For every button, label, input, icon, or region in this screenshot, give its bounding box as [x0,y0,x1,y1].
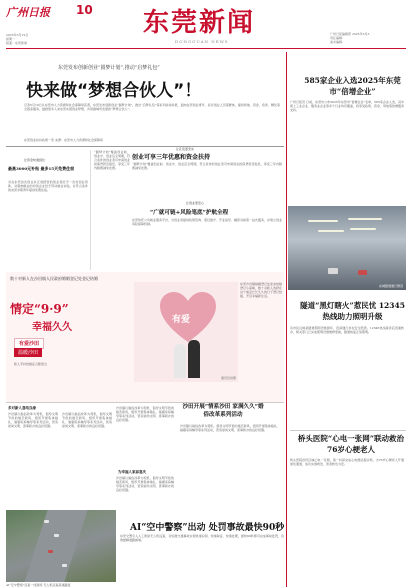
lower-body-2: 沙田镇以婚俗改革为契机，倡导文明节俭的婚恋新风，组织开展集体婚礼、婚姻家庭辅导等系列活动，营造崇尚文明、喜事新办的良好氛围。 [62,412,112,429]
person-groom [188,340,200,378]
car [44,520,49,523]
editor-credits [330,32,369,45]
column-rule [286,52,287,587]
section-title-en: DONGGUAN NEWS [175,39,229,44]
brand-logo: 广州日报 [6,6,50,19]
tunnel-caption: 东城隧道通行情况 [378,284,403,288]
lower-body-1: 沙田镇以婚俗改革为契机，倡导文明节俭的婚恋新风，组织开展集体婚礼、婚姻家庭辅导等系列活动，营造崇尚文明、喜事新办的良好氛围。 [8,412,58,429]
lower-subhead: 为幸福人家添喜庆 [118,470,146,474]
lower-body-3: 沙田镇以婚俗改革为契机，倡导文明节俭的婚恋新风，组织开展集体婚礼、婚姻家庭辅导等系列活动，营造崇尚文明、喜事新办的良好氛围。 [116,406,174,423]
promo-note: 数十对新人在沙田镇人民政府婚姻登记处登记结婚 [10,276,98,281]
editor-line: 责任编辑： [330,36,346,41]
car [328,268,338,274]
col1-headline[interactable]: 最高3000元补贴 最多15天免费住宿 [8,166,75,171]
right-body-2: 有市民反映某隧道照明设施损坏，夜间通行存在安全隐患。12345热线接诉后迅速转办，相关部门已完成照明设施维修更换，隧道恢复正常照明。 [290,326,404,335]
promo-subheadline: 幸福久久 [32,322,72,333]
car [54,534,59,537]
tunnel-lamp [318,230,344,232]
ai-body: 东莞交警引入人工智能无人机巡查，对轻微交通事故实现快速识别、快速取证、快速处理，最快90秒即可完成事故处罚，有效缓解道路拥堵。 [120,534,284,543]
mid-headline[interactable]: 创业可享三年优惠和资金扶持 [132,154,211,161]
divider [290,430,406,431]
dateline-section: 版面：东莞新闻 [6,41,28,45]
promo-tag-2: 温暖沙田 [14,348,42,357]
promo-tag: 有爱沙田 [14,338,44,349]
section-title: 东莞新闻 [143,8,256,38]
lead-headline[interactable]: 快来做“梦想合伙人”！ [26,81,202,101]
mid-pretitle-2: 让创业更安心 [186,201,205,205]
person-bride [174,344,186,378]
road-surface [24,510,87,582]
lower-body-5: 沙田镇以婚俗改革为契机，倡导文明节俭的婚恋新风，组织开展集体婚礼、婚姻家庭辅导等系列活动，营造崇尚文明、喜事新办的良好氛围。 [180,424,280,433]
header-rule [6,48,406,49]
car [48,550,53,553]
right-headline-2[interactable]: 隧道“黑灯瞎火”惹民忧 12345热线助力照明升级 [300,301,405,321]
lead-note: 东莞创业扶持政策一览 来源：东莞市人力资源和社会保障局 [24,138,103,142]
dateline-weekday: 星期一 [6,37,16,41]
drone-road-photo[interactable] [6,510,116,582]
photo-credit: 通讯员供图 [220,376,236,380]
car [62,564,67,567]
lower-headline[interactable]: 沙田开展“情系沙田 家满久久”婚俗改革系列活动 [182,404,264,418]
tunnel-lamp [348,218,382,220]
divider [6,402,284,403]
editor-line: 广州日报编辑部 2025年6月3 [330,32,370,36]
wedding-photo[interactable] [134,282,238,382]
dateline [6,33,28,45]
lead-body: 记者5月19日从东莞市人力资源和社会保障局获悉，东莞发布创新创业“圆梦计划”，推出“启梦礼包”等系列扶持政策，面向在莞创业青年、返乡创业人员等群体，提供场地、资金、培训、孵化等全链条服务，鼓励更多人来东莞实现创业梦想，共同做城市发展的“梦想合伙人”。 [24,103,280,112]
mid-headline-2[interactable]: “广就可链+风险笔底”护航全程 [150,210,229,216]
promo-caption: 新人手持结婚证合影留念 [14,362,48,366]
tunnel-photo[interactable] [288,206,406,290]
col1-body: 对在东莞首次创业并正常经营的创业者给予一次性创业资助，对吸纳就业的初创企业给予带动就业补贴，对符合条件的来莞求职青年提供免费住宿。 [8,180,88,193]
lower-col-head: 多对新人喜结良缘 [8,406,36,410]
divider [90,150,91,270]
tunnel-lamp [350,228,376,230]
tunnel-lamp [308,220,338,222]
mid-body-left: “圆梦计划”覆盖创业前、创业中、创业后全周期，符合条件的创业者可申请创业担保贷款及贴息，享受三年内税费减免优惠。 [94,150,130,171]
right-body-3: 桥头医院依托区域心电一张网，第一时间完成心电图远程诊断，为76岁心梗老人开通绿色通道，成功实施救治，患者转危为安。 [290,458,404,467]
ai-headline[interactable]: AI“空中警察”出动 处罚事故最快90秒 [130,523,285,533]
mid-body: “圆梦计划”覆盖创业前、创业中、创业后全周期，符合条件的创业者可申请创业担保贷款及贴息，享受三年内税费减免优惠。 [132,162,282,171]
dateline-date: 2025年5月19日 [6,33,29,37]
right-headline-3[interactable]: 桥头医院“心电一张网”联动救治76岁心梗老人 [297,434,405,454]
car [358,270,367,275]
mid-body-2: 东莞依托公共就业服务平台，为创业者提供政策咨询、项目推介、开业指导、融资对接等一站式服务，并建立创业风险保障机制。 [132,218,282,227]
mid-pretitle: 让孔夜更充实 [176,147,195,151]
page-number: 10 [76,3,93,17]
promo-body: 东莞沙田镇婚姻登记处迎来结婚登记小高峰，数十对新人选择在这个寓意长长久久的日子登记结婚，开启幸福新生活。 [240,282,282,299]
editor-line: 美术编辑： [330,40,346,45]
lower-body-4: 沙田镇以婚俗改革为契机，倡导文明节俭的婚恋新风，组织开展集体婚礼、婚姻家庭辅导等系列活动，营造崇尚文明、喜事新办的良好氛围。 [116,476,174,493]
col1-pretitle: 让资金快速到位 [24,158,46,162]
lead-pretitle: 东莞发布创新创业“圆梦计划”,推动“启梦礼包” [58,65,160,71]
ai-caption: AI“空中警察”巡查一线现场 无人机巡查高速路面 [6,583,71,587]
right-body-1: 广州日报讯 日前，东莞市公布2025年东莞市“倍增企业”名单，585家企业入选，其中规上工业企业、服务业企业等多个行业均有覆盖，将享受政策、资金、用地等倍增服务支持。 [290,100,404,113]
promo-headline[interactable]: 情定“9·9” [10,302,69,316]
photo-text: 有爱 [172,315,191,325]
right-headline-1[interactable]: 585家企业入选2025年东莞市“倍增企业” [304,76,401,96]
divider [6,146,284,147]
